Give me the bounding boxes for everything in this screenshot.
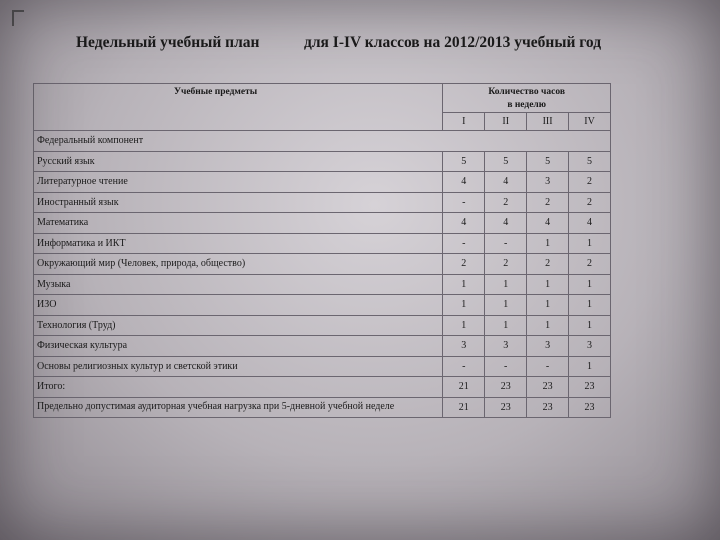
hours-value: 1 <box>527 315 569 336</box>
table-row <box>34 295 611 316</box>
hours-value: 1 <box>527 233 569 254</box>
hours-value: 2 <box>485 254 527 275</box>
max-load-value: 23 <box>527 397 569 418</box>
hours-value: 3 <box>527 172 569 193</box>
total-value: 23 <box>527 377 569 398</box>
table-row <box>34 254 611 275</box>
hours-value: - <box>527 356 569 377</box>
grade-header: II <box>485 113 527 131</box>
table-row <box>34 274 611 295</box>
table-row <box>34 192 611 213</box>
hours-value: 3 <box>569 336 611 357</box>
total-label: Итого: <box>34 377 443 398</box>
table-row <box>34 233 611 254</box>
hours-value: 2 <box>485 192 527 213</box>
hours-value: 4 <box>569 213 611 234</box>
grade-header: I <box>443 113 485 131</box>
subject-name: Иностранный язык <box>34 192 443 213</box>
title-part-1: Недельный учебный план <box>76 34 260 51</box>
hours-value: 3 <box>527 336 569 357</box>
grade-header: IV <box>569 113 611 131</box>
total-value: 23 <box>485 377 527 398</box>
hours-value: - <box>443 356 485 377</box>
subject-name: Физическая культура <box>34 336 443 357</box>
hours-value: 1 <box>485 274 527 295</box>
total-row <box>34 377 611 398</box>
max-load-value: 23 <box>485 397 527 418</box>
hours-value: 2 <box>527 192 569 213</box>
hours-value: 4 <box>527 213 569 234</box>
table-row <box>34 356 611 377</box>
max-load-row <box>34 397 611 418</box>
subject-name: Окружающий мир (Человек, природа, общество) <box>34 254 443 275</box>
table-row <box>34 336 611 357</box>
page-title <box>0 34 720 56</box>
subject-name: ИЗО <box>34 295 443 316</box>
section-label: Федеральный компонент <box>34 131 611 152</box>
hours-value: 5 <box>569 151 611 172</box>
table-row <box>34 151 611 172</box>
subject-name: Литературное чтение <box>34 172 443 193</box>
table-row <box>34 315 611 336</box>
subject-name: Информатика и ИКТ <box>34 233 443 254</box>
title-part-2: для I-IV классов на 2012/2013 учебный год <box>304 34 602 51</box>
hours-value: 2 <box>443 254 485 275</box>
hours-value: 4 <box>443 213 485 234</box>
subject-name: Технология (Труд) <box>34 315 443 336</box>
subject-name: Русский язык <box>34 151 443 172</box>
header-hours <box>443 84 611 113</box>
hours-value: - <box>443 192 485 213</box>
subject-name: Основы религиозных культур и светской этики <box>34 356 443 377</box>
hours-value: - <box>485 233 527 254</box>
header-hours-line2: в неделю <box>507 100 547 110</box>
hours-value: 4 <box>443 172 485 193</box>
hours-value: 3 <box>443 336 485 357</box>
hours-value: 3 <box>485 336 527 357</box>
subject-name: Музыка <box>34 274 443 295</box>
hours-value: 1 <box>485 315 527 336</box>
hours-value: - <box>485 356 527 377</box>
corner-mark <box>12 10 24 26</box>
header-subjects: Учебные предметы <box>34 84 443 131</box>
header-row <box>34 84 611 113</box>
hours-value: 1 <box>527 295 569 316</box>
subject-rows <box>34 151 611 377</box>
hours-value: 4 <box>485 172 527 193</box>
hours-value: 2 <box>569 192 611 213</box>
hours-value: 2 <box>569 172 611 193</box>
hours-value: 5 <box>527 151 569 172</box>
hours-value: 5 <box>485 151 527 172</box>
hours-value: 2 <box>569 254 611 275</box>
max-load-value: 21 <box>443 397 485 418</box>
grade-header: III <box>527 113 569 131</box>
hours-value: 1 <box>569 356 611 377</box>
hours-value: 1 <box>527 274 569 295</box>
header-hours-line1: Количество часов <box>488 87 565 97</box>
total-value: 21 <box>443 377 485 398</box>
hours-value: 4 <box>485 213 527 234</box>
hours-value: 1 <box>443 274 485 295</box>
hours-value: 5 <box>443 151 485 172</box>
hours-value: 2 <box>527 254 569 275</box>
hours-value: 1 <box>569 233 611 254</box>
total-value: 23 <box>569 377 611 398</box>
table-row <box>34 172 611 193</box>
hours-value: - <box>443 233 485 254</box>
weekly-plan-table <box>33 83 611 418</box>
hours-value: 1 <box>443 295 485 316</box>
hours-value: 1 <box>485 295 527 316</box>
max-load-label: Предельно допустимая аудиторная учебная нагрузка при 5-дневной учебной неделе <box>34 397 443 418</box>
hours-value: 1 <box>443 315 485 336</box>
max-load-value: 23 <box>569 397 611 418</box>
hours-value: 1 <box>569 274 611 295</box>
table-row <box>34 213 611 234</box>
hours-value: 1 <box>569 295 611 316</box>
subject-name: Математика <box>34 213 443 234</box>
hours-value: 1 <box>569 315 611 336</box>
section-row <box>34 131 611 152</box>
